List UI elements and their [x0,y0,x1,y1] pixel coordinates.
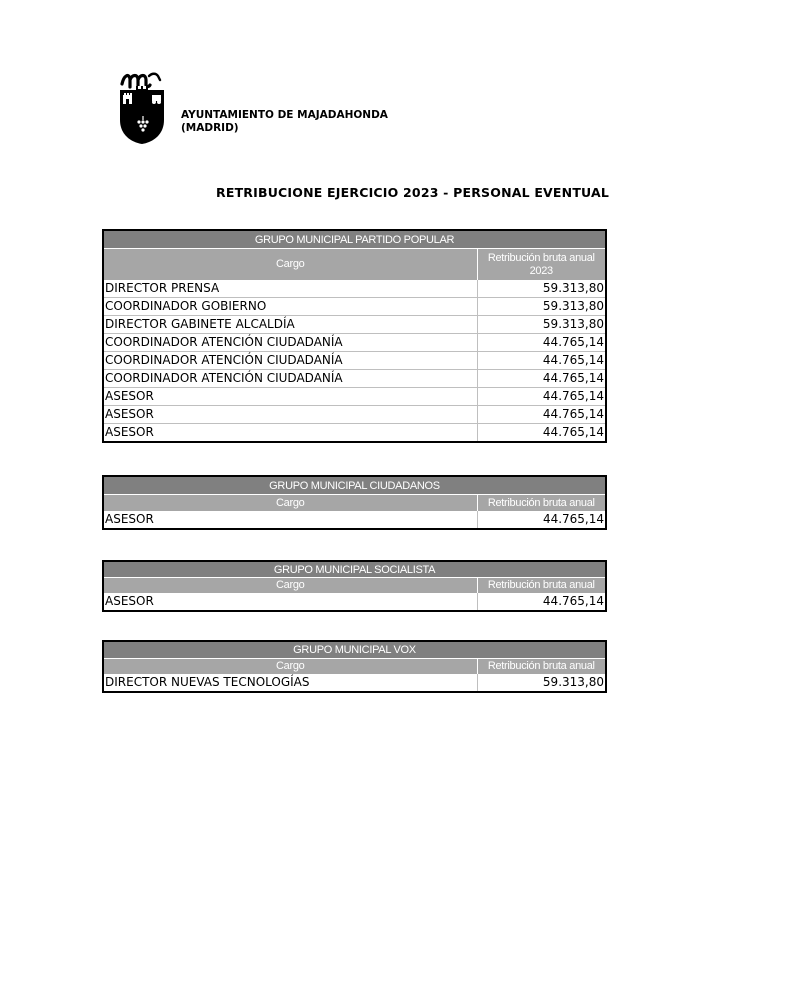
column-header-cargo: Cargo [103,659,477,675]
amount-cell: 44.765,14 [542,425,604,439]
column-header-amount: Retribución bruta anual [477,495,606,512]
cargo-cell: DIRECTOR NUEVAS TECNOLOGÍAS [103,674,477,692]
cargo-cell: COORDINADOR ATENCIÓN CIUDADANÍA [103,352,477,370]
cargo-cell: ASESOR [103,388,477,406]
cargo-cell: COORDINADOR ATENCIÓN CIUDADANÍA [103,370,477,388]
amount-cell: 59.313,80 [542,675,604,689]
table-row [103,424,606,443]
group-header: GRUPO MUNICIPAL PARTIDO POPULAR [103,230,606,249]
group-header: GRUPO MUNICIPAL VOX [103,641,606,659]
amount-cell: 44.765,14 [477,388,606,406]
amount-cell: 59.313,80 [477,280,606,298]
majadahonda-coat-of-arms-icon [118,70,166,146]
amount-cell: 44.765,14 [477,406,606,424]
amount-cell: 44.765,14 [542,594,604,608]
table-row [103,298,606,316]
organization-line-2: (MADRID) [181,122,239,134]
group-table-vox [102,640,607,693]
table-row [103,316,606,334]
column-header-cargo: Cargo [103,495,477,512]
column-header-amount: Retribución bruta anual 2023 [477,249,606,281]
table-row [103,334,606,352]
amount-cell: 44.765,14 [477,334,606,352]
document-title: RETRIBUCIONE EJERCICIO 2023 - PERSONAL EVENTUAL [216,185,610,200]
column-header-cargo: Cargo [103,578,477,594]
amount-cell: 59.313,80 [477,316,606,334]
amount-cell: 44.765,14 [542,512,605,526]
group-header: GRUPO MUNICIPAL SOCIALISTA [103,561,606,578]
amount-cell: 44.765,14 [477,352,606,370]
group-table-socialista [102,560,607,612]
column-header-cargo: Cargo [103,249,477,281]
group-table-ciudadanos [102,475,607,530]
table-row [103,388,606,406]
organization-name [181,109,388,135]
cargo-cell: COORDINADOR ATENCIÓN CIUDADANÍA [103,334,477,352]
cargo-cell: ASESOR [103,424,477,443]
table-row [103,370,606,388]
cargo-cell: ASESOR [103,511,477,529]
group-table-partido-popular [102,229,607,443]
table-row [103,674,606,692]
table-row [103,406,606,424]
column-header-amount: Retribución bruta anual [477,578,606,594]
group-header: GRUPO MUNICIPAL CIUDADANOS [103,476,606,495]
organization-line-1: AYUNTAMIENTO DE MAJADAHONDA [181,109,388,121]
table-row [103,352,606,370]
table-row [103,280,606,298]
amount-cell: 44.765,14 [477,370,606,388]
cargo-cell: DIRECTOR PRENSA [103,280,477,298]
cargo-cell: COORDINADOR GOBIERNO [103,298,477,316]
cargo-cell: ASESOR [103,593,477,611]
cargo-cell: ASESOR [103,406,477,424]
cargo-cell: DIRECTOR GABINETE ALCALDÍA [103,316,477,334]
table-row [103,593,606,611]
column-header-amount: Retribución bruta anual [477,659,606,675]
table-row [103,511,606,529]
amount-cell: 59.313,80 [477,298,606,316]
